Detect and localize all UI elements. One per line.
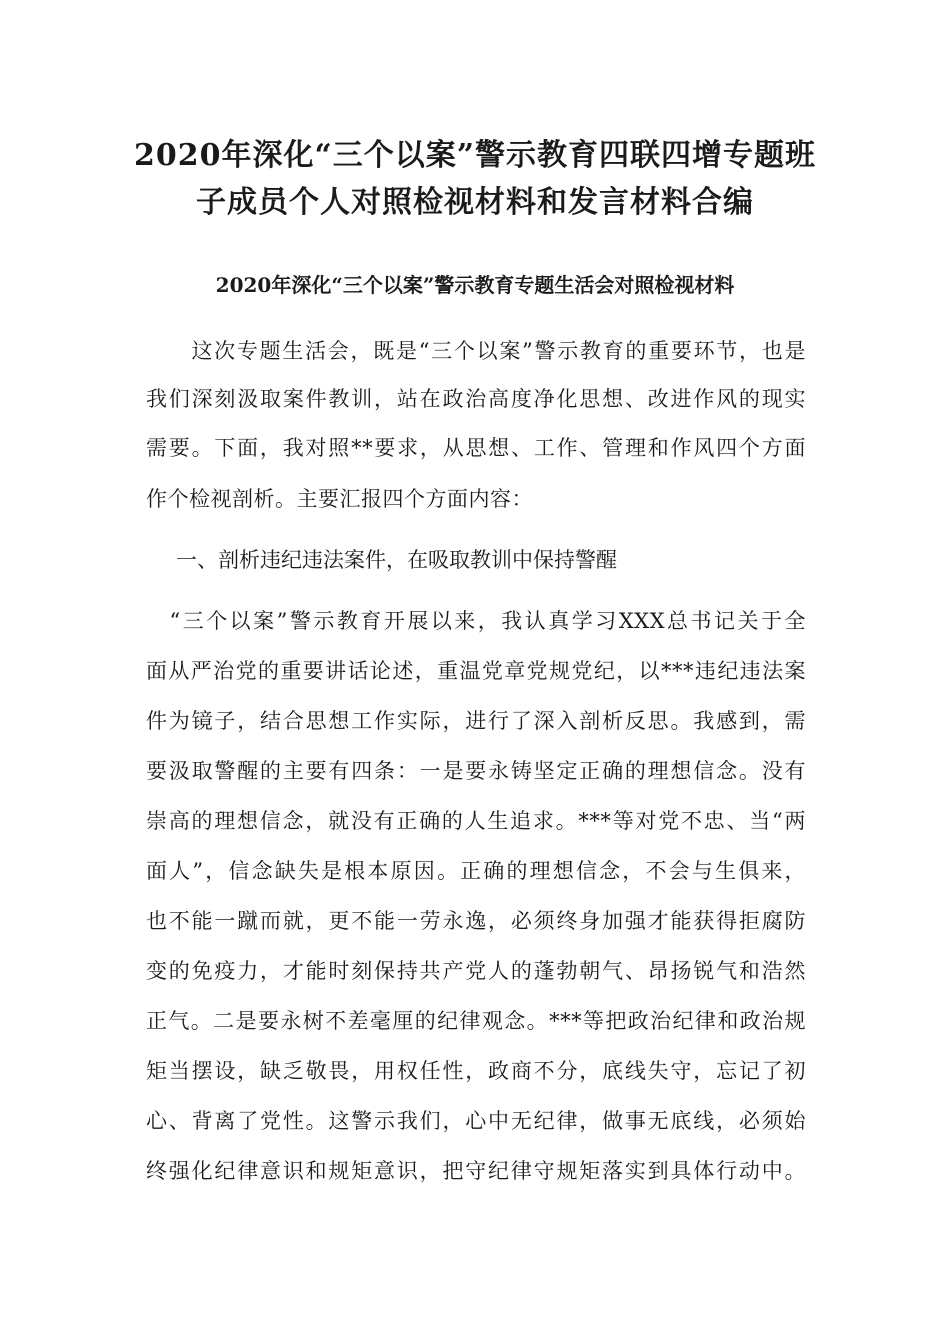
- document-title-line-1: 2020年深化“三个以案”警示教育四联四增专题班: [133, 138, 816, 173]
- section-1-line-1: “三个以案”警示教育开展以来，我认真学习XXX总书记关于全: [146, 609, 806, 633]
- intro-line-3: 需要。下面，我对照**要求，从思想、工作、管理和作风四个方面: [146, 436, 806, 460]
- section-1-line-5: 崇高的理想信念，就没有正确的人生追求。***等对党不忠、当“两: [146, 809, 806, 833]
- intro-line-2: 我们深刻汲取案件教训，站在政治高度净化思想、改进作风的现实: [146, 387, 806, 411]
- section-1-line-9: 正气。二是要永树不差毫厘的纪律观念。***等把政治纪律和政治规: [146, 1009, 806, 1033]
- section-1-line-11: 心、背离了党性。这警示我们，心中无纪律，做事无底线，必须始: [146, 1109, 806, 1133]
- section-1-line-8: 变的免疫力，才能时刻保持共产党人的蓬勃朝气、昂扬锐气和浩然: [146, 959, 806, 983]
- section-1-line-2: 面从严治党的重要讲话论述，重温党章党规党纪，以***违纪违法案: [146, 659, 806, 683]
- document-subtitle: 2020年深化“三个以案”警示教育专题生活会对照检视材料: [215, 273, 735, 297]
- document-title-line-2: 子成员个人对照检视材料和发言材料合编: [196, 185, 754, 220]
- section-1-heading: 一、剖析违纪违法案件，在吸取教训中保持警醒: [176, 548, 617, 572]
- section-1-line-6: 面人”，信念缺失是根本原因。正确的理想信念，不会与生俱来，: [146, 859, 806, 883]
- section-1-line-4: 要汲取警醒的主要有四条：一是要永铸坚定正确的理想信念。没有: [146, 759, 806, 783]
- section-1-line-10: 矩当摆设，缺乏敬畏，用权任性，政商不分，底线失守，忘记了初: [146, 1059, 806, 1083]
- section-1-line-12: 终强化纪律意识和规矩意识，把守纪律守规矩落实到具体行动中。: [146, 1159, 806, 1183]
- section-1-line-7: 也不能一蹴而就，更不能一劳永逸，必须终身加强才能获得拒腐防: [146, 909, 806, 933]
- intro-line-1: 这次专题生活会，既是“三个以案”警示教育的重要环节，也是: [146, 339, 806, 363]
- intro-line-4: 作个检视剖析。主要汇报四个方面内容：: [146, 487, 533, 511]
- section-1-line-3: 件为镜子，结合思想工作实际，进行了深入剖析反思。我感到，需: [146, 709, 806, 733]
